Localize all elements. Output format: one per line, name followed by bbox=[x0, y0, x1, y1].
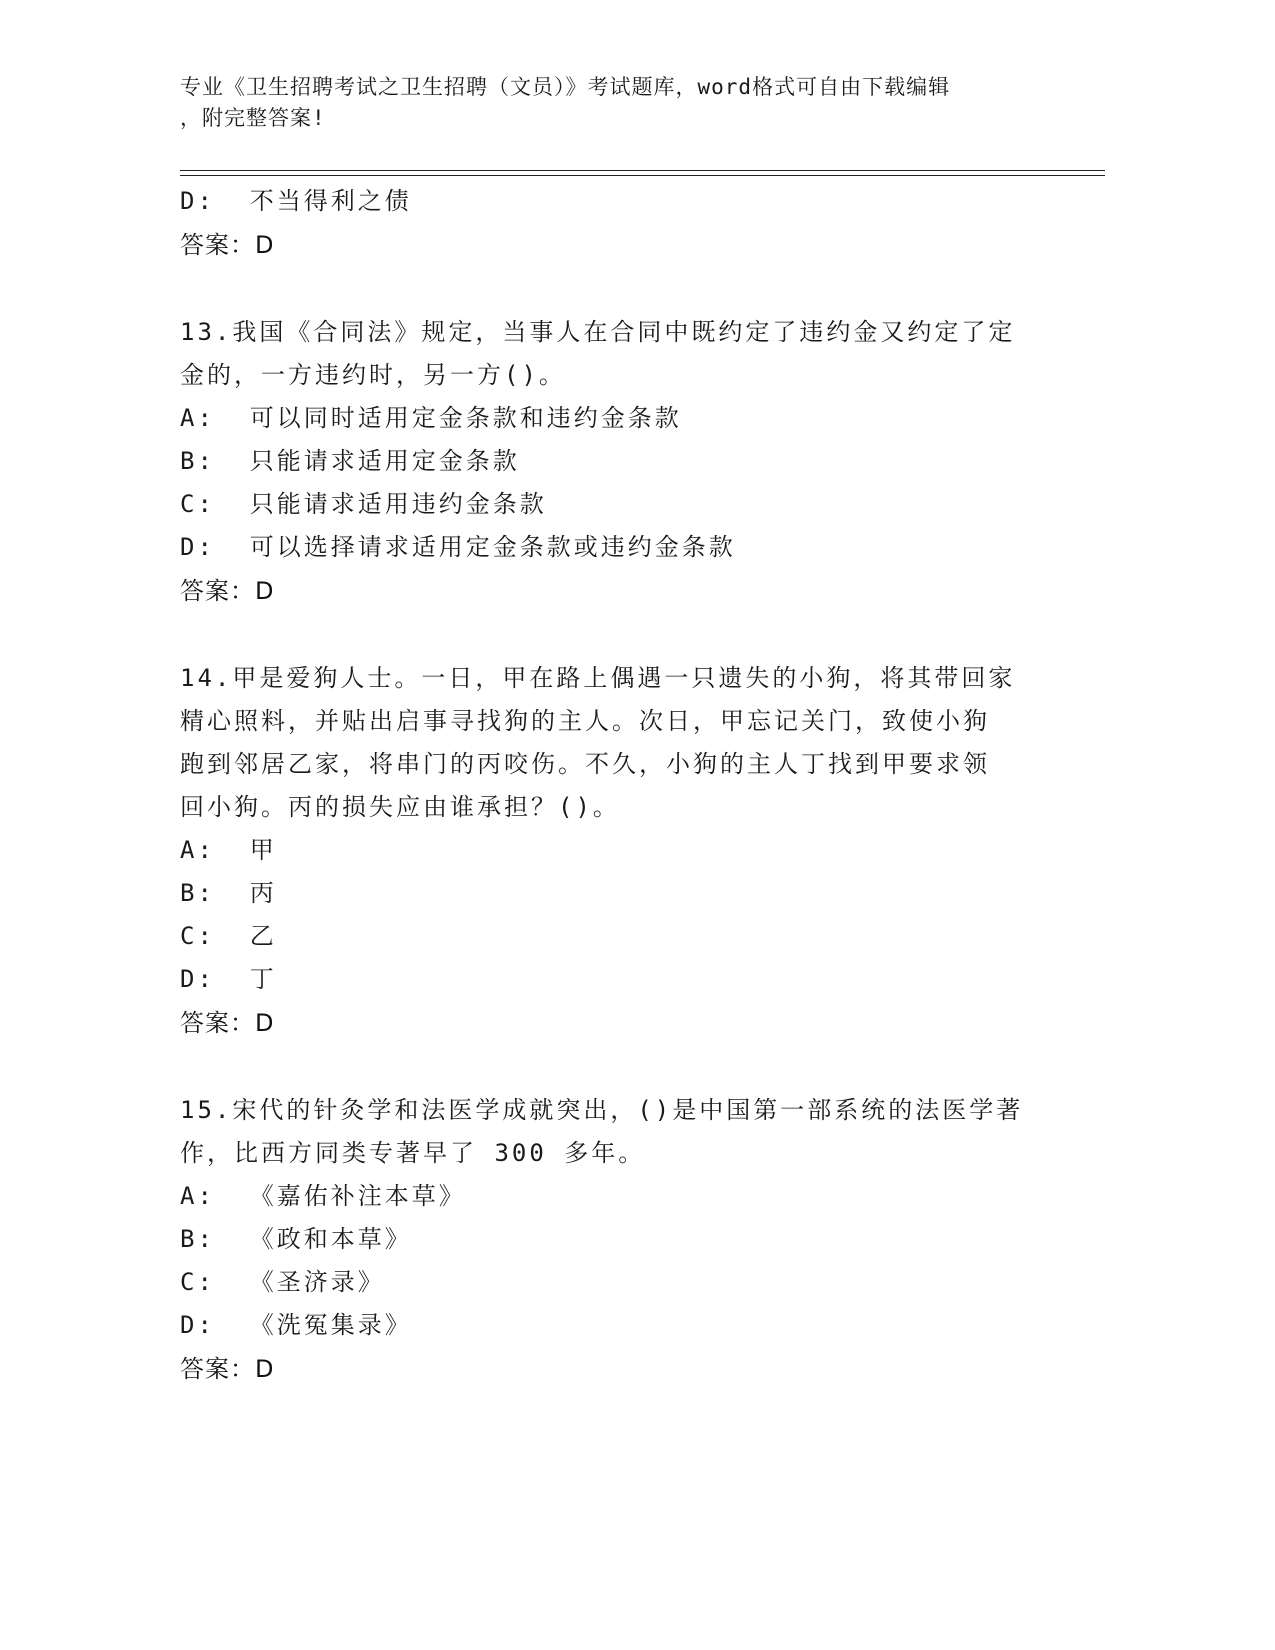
option-d: D: 丁 bbox=[180, 965, 277, 993]
question-12-tail bbox=[180, 180, 1040, 267]
page-header bbox=[180, 72, 1040, 134]
question-stem-line: 精心照料，并贴出启事寻找狗的主人。次日，甲忘记关门，致使小狗 bbox=[180, 707, 990, 735]
option-a: A: 甲 bbox=[180, 836, 277, 864]
question-list bbox=[180, 180, 1040, 1391]
question-stem-line: 15.宋代的针灸学和法医学成就突出，()是中国第一部系统的法医学著 bbox=[180, 1096, 1024, 1124]
question-stem-line: 13.我国《合同法》规定，当事人在合同中既约定了违约金又约定了定 bbox=[180, 318, 1016, 346]
question-stem-line: 14.甲是爱狗人士。一日，甲在路上偶遇一只遗失的小狗，将其带回家 bbox=[180, 664, 1016, 692]
header-line-2: ，附完整答案! bbox=[180, 106, 326, 130]
spacer bbox=[180, 267, 1040, 311]
option-a: A: 《嘉佑补注本草》 bbox=[180, 1182, 466, 1210]
question-stem-line: 回小狗。丙的损失应由谁承担？()。 bbox=[180, 793, 620, 821]
answer-line: 答案：D bbox=[180, 577, 275, 605]
option-d: D: 不当得利之债 bbox=[180, 187, 412, 215]
option-a: A: 可以同时适用定金条款和违约金条款 bbox=[180, 404, 682, 432]
question-stem-line: 金的，一方违约时，另一方()。 bbox=[180, 361, 566, 389]
answer-line: 答案：D bbox=[180, 1009, 275, 1037]
question-14 bbox=[180, 657, 1040, 1045]
question-stem-line: 跑到邻居乙家，将串门的丙咬伤。不久，小狗的主人丁找到甲要求领 bbox=[180, 750, 990, 778]
option-d: D: 可以选择请求适用定金条款或违约金条款 bbox=[180, 533, 736, 561]
option-c: C: 《圣济录》 bbox=[180, 1268, 385, 1296]
spacer bbox=[180, 1045, 1040, 1089]
header-line-1: 专业《卫生招聘考试之卫生招聘（文员）》考试题库，word格式可自由下载编辑 bbox=[180, 75, 951, 99]
option-b: B: 丙 bbox=[180, 879, 277, 907]
option-d: D: 《洗冤集录》 bbox=[180, 1311, 412, 1339]
option-c: C: 乙 bbox=[180, 922, 277, 950]
question-stem-line: 作，比西方同类专著早了 300 多年。 bbox=[180, 1139, 646, 1167]
option-b: B: 《政和本草》 bbox=[180, 1225, 412, 1253]
header-divider-top bbox=[180, 170, 1105, 171]
question-15 bbox=[180, 1089, 1040, 1391]
option-b: B: 只能请求适用定金条款 bbox=[180, 447, 520, 475]
answer-line: 答案：D bbox=[180, 1355, 275, 1383]
header-divider-bottom bbox=[180, 175, 1105, 176]
answer-line: 答案：D bbox=[180, 231, 275, 259]
spacer bbox=[180, 613, 1040, 657]
question-13 bbox=[180, 311, 1040, 613]
option-c: C: 只能请求适用违约金条款 bbox=[180, 490, 547, 518]
